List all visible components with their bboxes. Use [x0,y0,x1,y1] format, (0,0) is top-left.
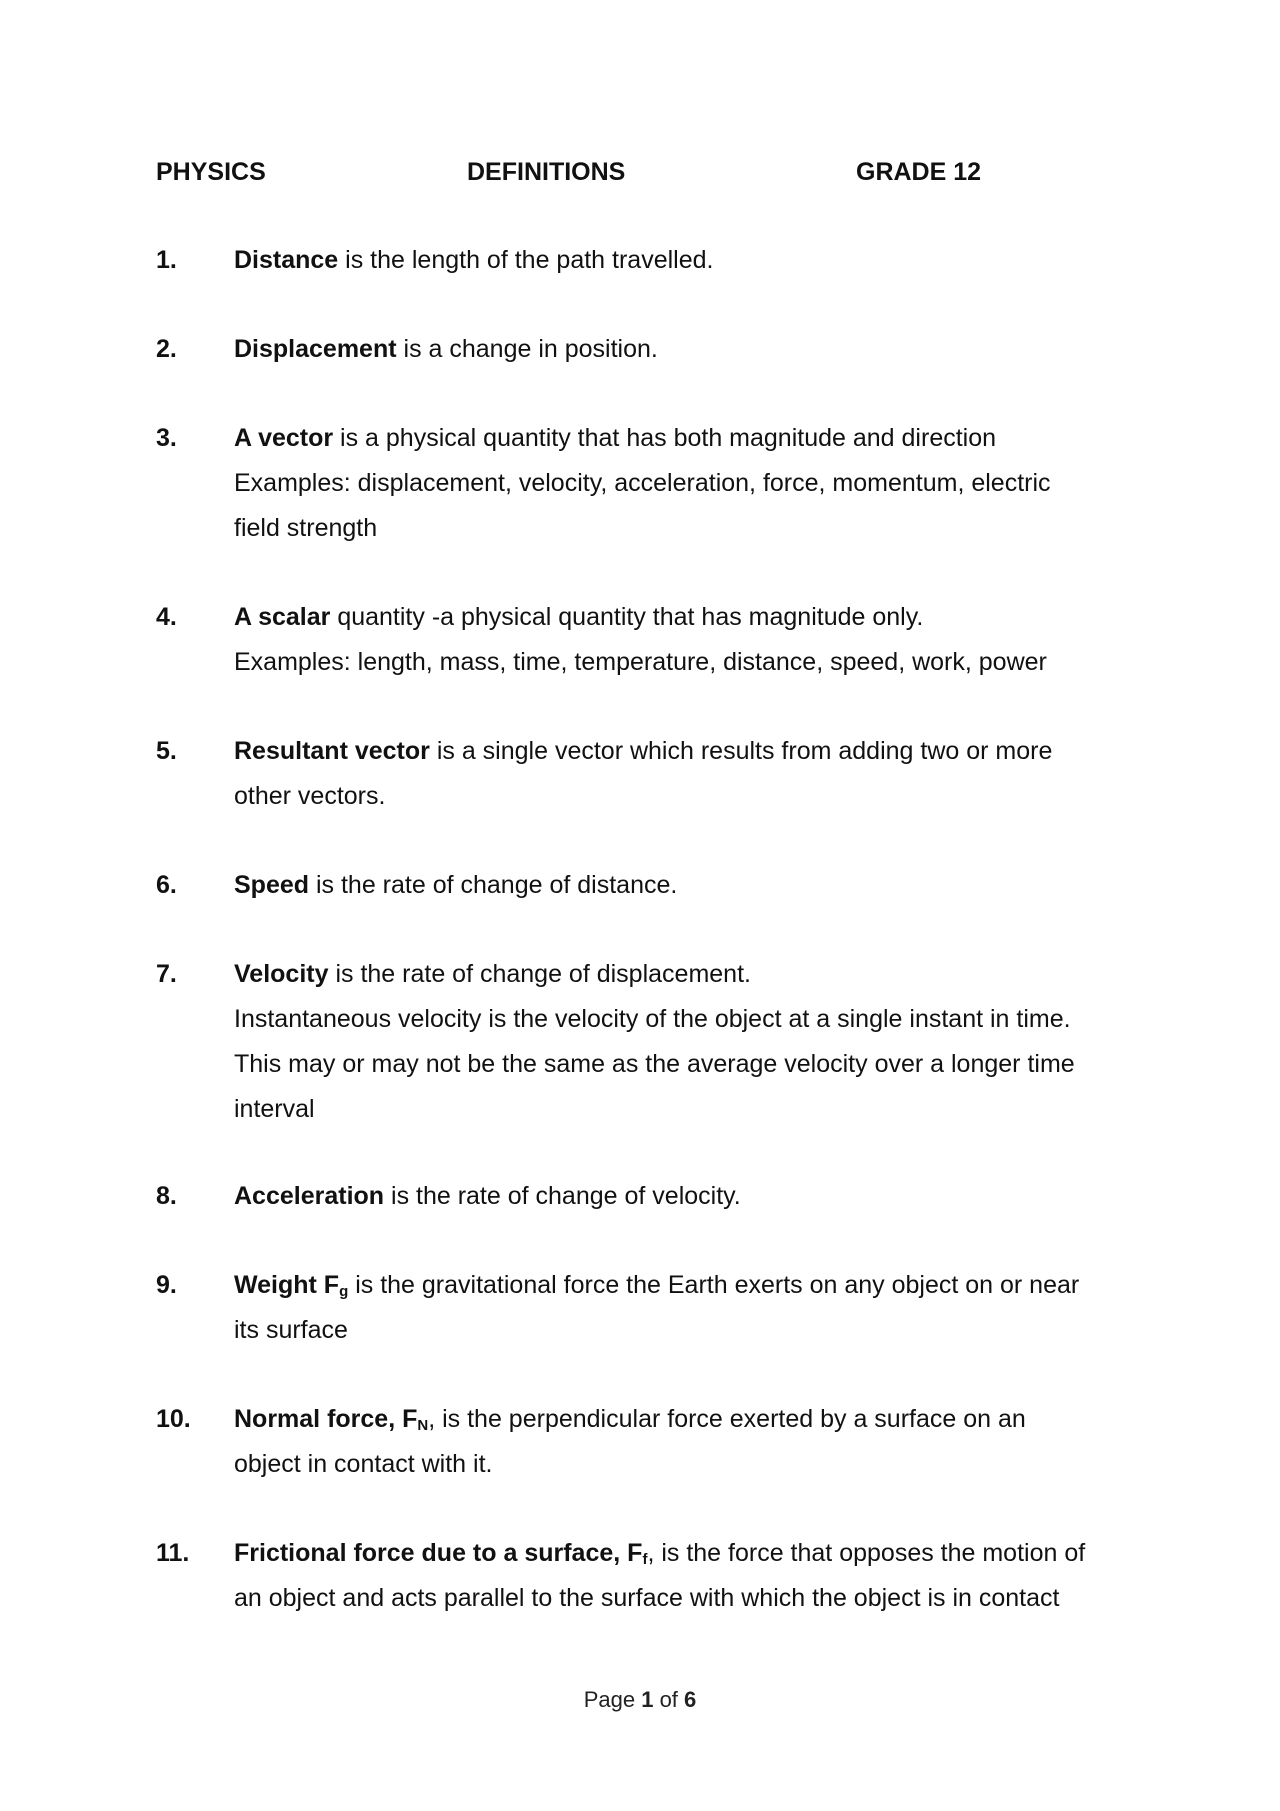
definition-line: is the gravitational force the Earth exerts on any object on or near [348,1271,1080,1299]
definition-line: , is the force that opposes the motion of [647,1539,1086,1567]
term-subscript: N [417,1417,429,1434]
term-subscript: g [339,1283,349,1300]
definition-line: is the length of the path travelled. [338,246,714,274]
item-number: 11. [156,1539,190,1567]
item-number: 5. [156,737,177,765]
item-number: 4. [156,603,177,631]
definition-text [234,729,1134,819]
definition-term: Distance [234,246,339,274]
definition-line: is the rate of change of velocity. [384,1182,741,1210]
item-number: 2. [156,335,177,363]
definition-text [234,238,1134,283]
definition-line: , is the perpendicular force exerted by a surface on an [428,1405,1026,1433]
definition-line: its surface [234,1316,348,1344]
footer-prefix: Page [583,1687,642,1712]
definition-term [234,1539,647,1567]
definition-line: an object and acts parallel to the surface with which the object is in contact [234,1584,1060,1612]
definition-line: is the rate of change of distance. [309,871,678,899]
definition-line: is the rate of change of displacement. [328,960,751,988]
definition-text [234,1174,1134,1219]
definition-text [234,595,1134,685]
item-number: 9. [156,1271,177,1299]
item-number: 10. [156,1405,191,1433]
definition-text [234,863,1134,908]
item-number: 3. [156,424,177,452]
definition-line: This may or may not be the same as the average velocity over a longer time [234,1050,1075,1078]
definition-term: A vector [234,424,334,452]
header-title: DEFINITIONS [467,158,626,186]
definition-line: field strength [234,514,378,542]
definition-term: Acceleration [234,1182,385,1210]
definition-text [234,1263,1134,1353]
definition-term-text: Frictional force due to a surface, F [234,1539,643,1567]
definition-term: Velocity [234,960,329,988]
definition-text [234,952,1134,1132]
footer-current-page: 1 [641,1687,654,1712]
item-number: 6. [156,871,177,899]
definition-term: Resultant vector [234,737,430,765]
page-footer [0,1687,1280,1713]
definition-term [234,1405,428,1433]
term-subscript: f [642,1551,648,1568]
definition-term: A scalar [234,603,331,631]
definition-text [234,416,1134,551]
footer-total-pages: 6 [684,1687,697,1712]
definition-line: other vectors. [234,782,386,810]
definition-line: Instantaneous velocity is the velocity of the object at a single instant in time. [234,1005,1071,1033]
definition-line: interval [234,1095,315,1123]
definition-term: Speed [234,871,310,899]
definition-line: object in contact with it. [234,1450,493,1478]
definition-text [234,1531,1134,1621]
definition-term: Displacement [234,335,397,363]
item-number: 7. [156,960,177,988]
definition-line: is a physical quantity that has both magnitude and direction [333,424,997,452]
definition-line: is a change in position. [396,335,658,363]
item-number: 8. [156,1182,177,1210]
definition-line: Examples: length, mass, time, temperature, distance, speed, work, power [234,648,1047,676]
definition-term [234,1271,348,1299]
definition-term-text: Weight F [234,1271,340,1299]
definition-term-text: Normal force, F [234,1405,418,1433]
definition-text [234,1397,1134,1487]
definition-text [234,327,1134,372]
definition-line: quantity -a physical quantity that has magnitude only. [330,603,924,631]
definition-line: is a single vector which results from adding two or more [429,737,1053,765]
item-number: 1. [156,246,177,274]
page-header [156,158,1056,190]
footer-middle: of [653,1687,685,1712]
definition-line: Examples: displacement, velocity, acceleration, force, momentum, electric [234,469,1051,497]
header-grade: GRADE 12 [856,158,982,186]
header-subject: PHYSICS [156,158,266,186]
